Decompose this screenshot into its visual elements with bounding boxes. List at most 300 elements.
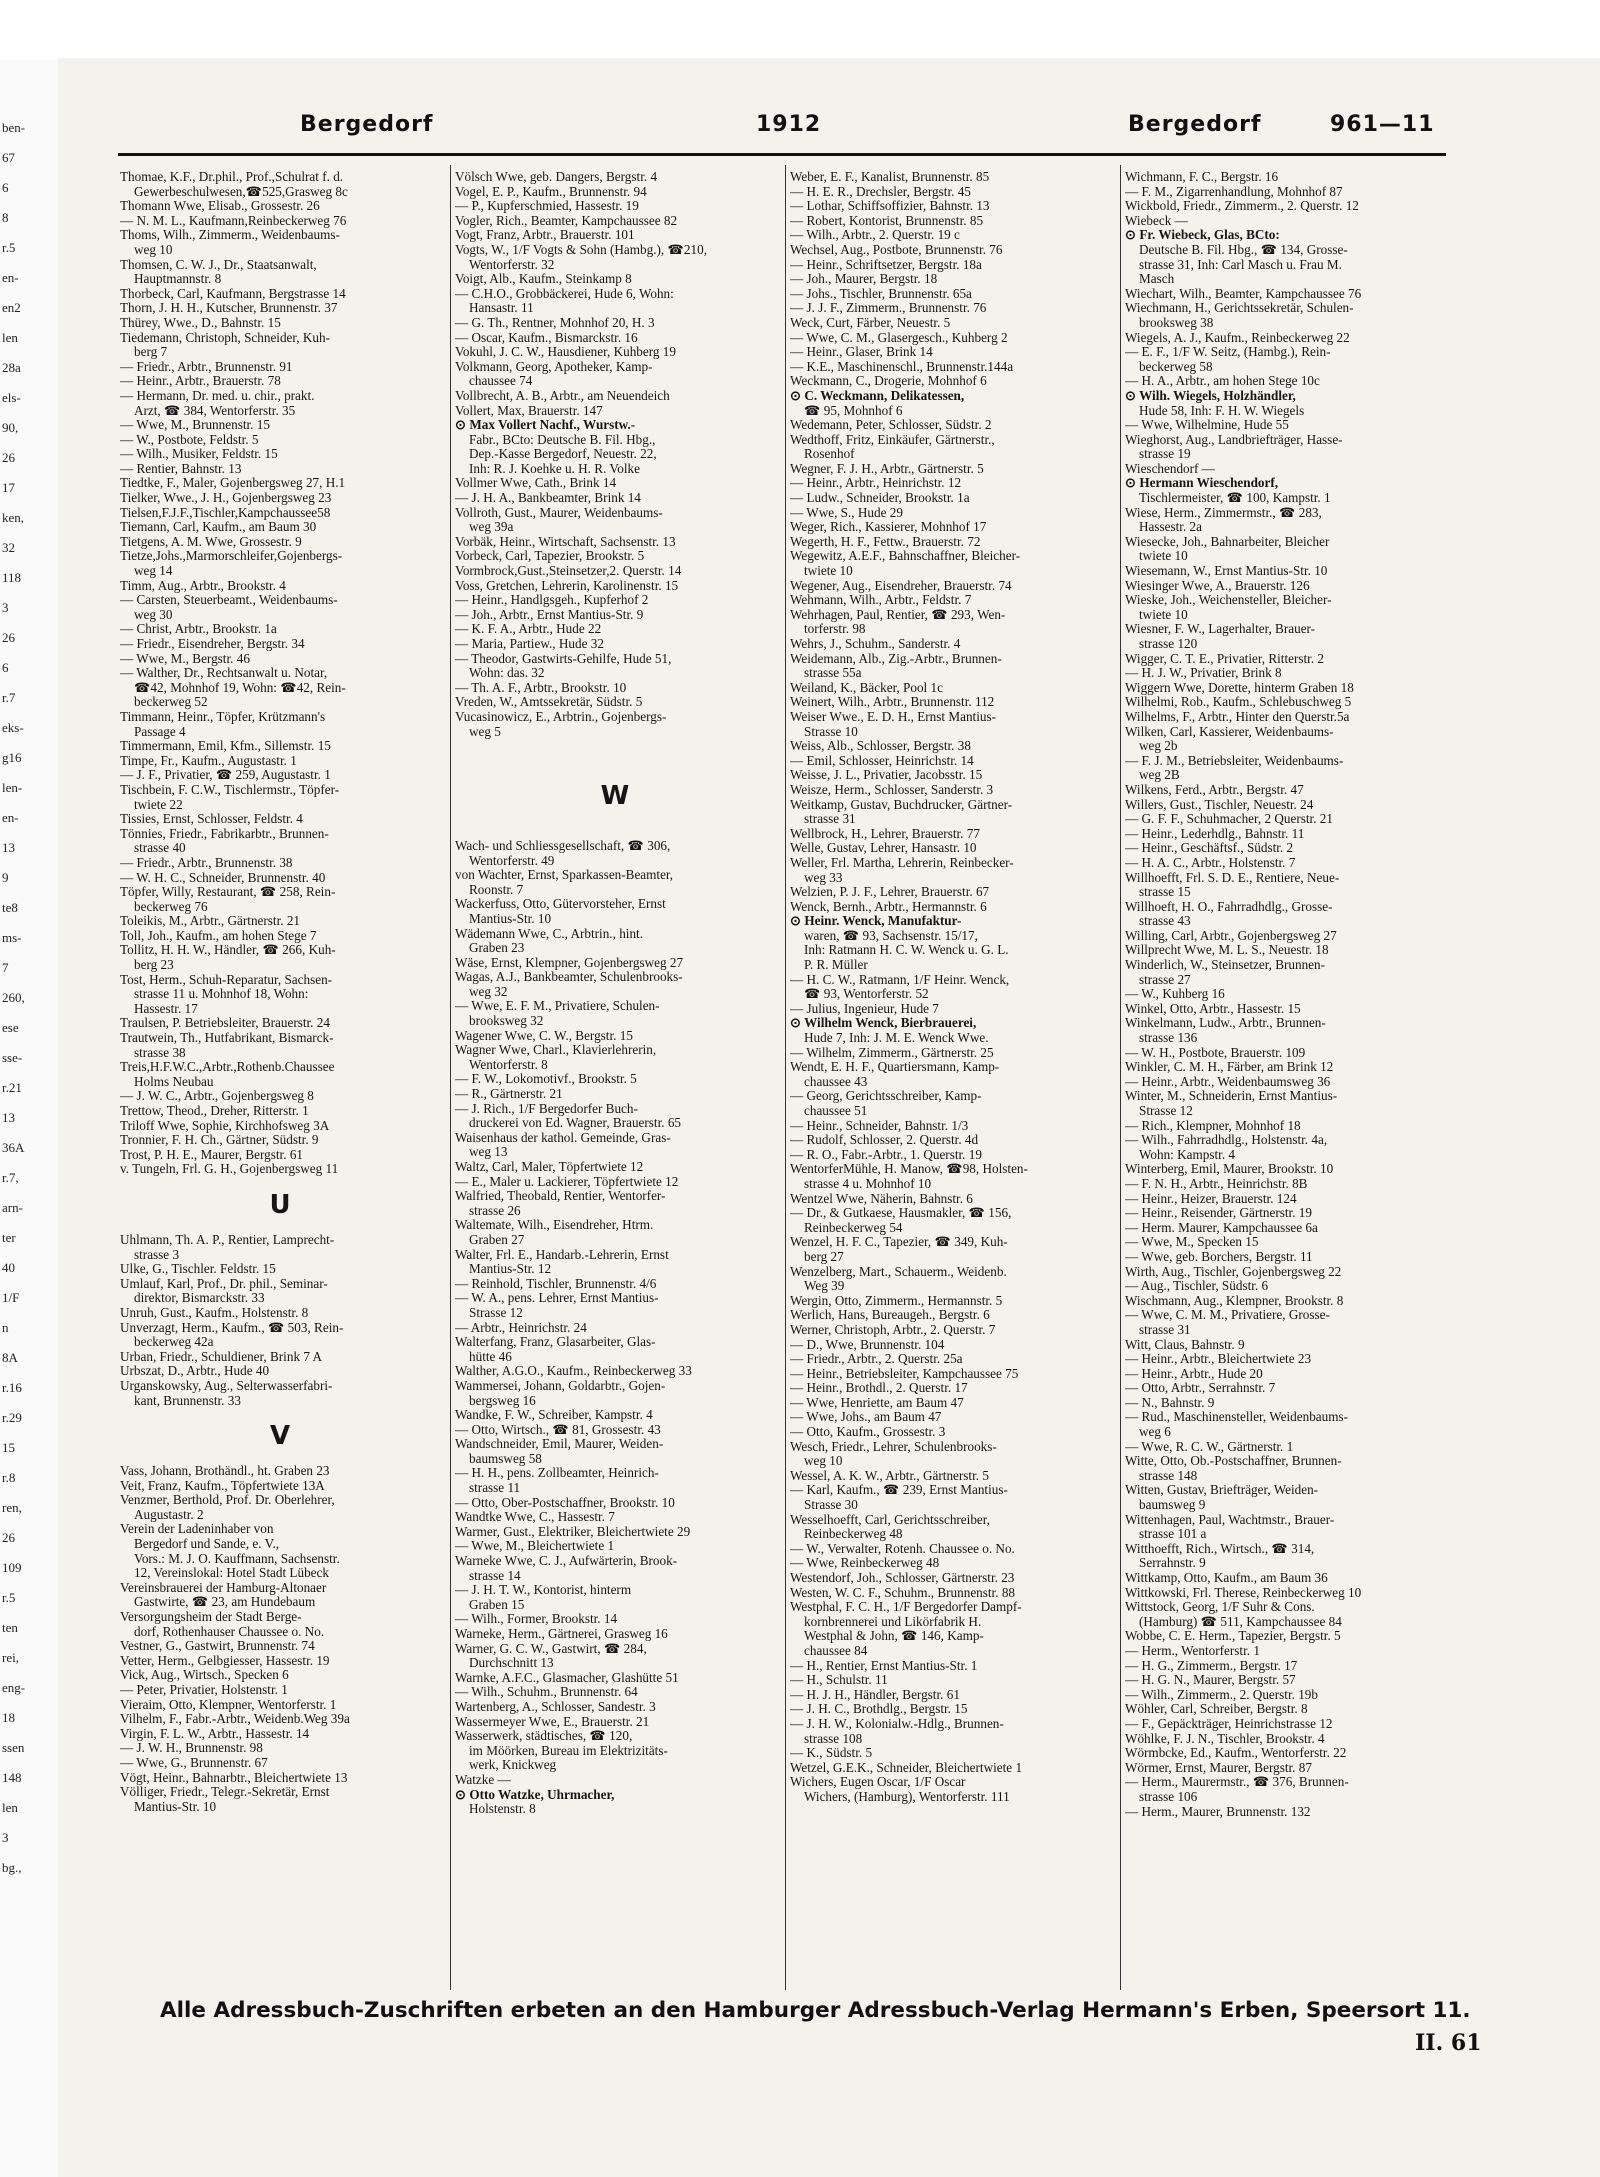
directory-entry: strasse 31, Inh: Carl Masch u. Frau M.: [1139, 257, 1342, 272]
margin-fragment: 118: [2, 570, 22, 585]
margin-fragment: eng-: [2, 1680, 26, 1695]
directory-entry: Wedthoff, Fritz, Einkäufer, Gärtnerstr.,: [790, 432, 995, 447]
directory-entry: — Wwe, Wilhelmine, Hude 55: [1125, 418, 1289, 433]
margin-fragment: 109: [2, 1560, 22, 1575]
directory-entry: Wörmer, Ernst, Maurer, Bergstr. 87: [1125, 1760, 1312, 1775]
directory-entry: — Otto, Arbtr., Serrahnstr. 7: [1125, 1381, 1276, 1396]
margin-fragment: 15: [2, 1440, 15, 1455]
directory-entry: Passage 4: [134, 724, 186, 739]
directory-entry: — Julius, Ingenieur, Hude 7: [790, 1001, 939, 1016]
directory-entry: — Wilh., Schuhm., Brunnenstr. 64: [455, 1685, 638, 1700]
header-left-title: Bergedorf: [300, 112, 434, 137]
directory-entry: — Christ, Arbtr., Brookstr. 1a: [120, 622, 277, 637]
directory-entry: Thomae, K.F., Dr.phil., Prof.,Schulrat f. d.: [120, 170, 344, 184]
directory-entry: — K., Südstr. 5: [790, 1746, 873, 1761]
directory-entry: Witten, Gustav, Briefträger, Weiden-: [1125, 1483, 1319, 1498]
directory-entry: — H. G. N., Maurer, Bergstr. 57: [1125, 1673, 1296, 1688]
directory-entry: werk, Knickweg: [469, 1758, 557, 1773]
directory-entry: — Friedr., Arbtr., Brunnenstr. 38: [120, 855, 293, 870]
directory-entry: — Heinr., Betriebsleiter, Kampchaussee 75: [790, 1366, 1019, 1381]
directory-entry: — Th. A. F., Arbtr., Brookstr. 10: [455, 680, 627, 695]
directory-entry: — W., Kuhberg 16: [1125, 987, 1225, 1002]
margin-fragment: bg.,: [2, 1860, 22, 1875]
directory-entry: Tönnies, Friedr., Fabrikarbtr., Brunnen-: [120, 826, 329, 841]
directory-entry: — Wwe, G., Brunnenstr. 67: [120, 1755, 268, 1770]
directory-entry: Wigger, C. T. E., Privatier, Ritterstr. 2: [1125, 651, 1325, 666]
margin-fragment: eks-: [2, 720, 24, 735]
directory-entry: Wentorferstr. 49: [469, 853, 555, 868]
margin-fragment: rei,: [2, 1650, 19, 1665]
directory-entry: Wischmann, Aug., Klempner, Brookstr. 8: [1125, 1293, 1344, 1308]
directory-entry: Bergedorf und Sande, e. V.,: [134, 1537, 280, 1552]
directory-entry: Uhlmann, Th. A. P., Rentier, Lamprecht-: [120, 1232, 335, 1247]
directory-entry: Vollert, Max, Brauerstr. 147: [455, 403, 603, 418]
directory-entry: Vogler, Rich., Beamter, Kampchaussee 82: [455, 213, 678, 228]
directory-entry: Toleikis, M., Arbtr., Gärtnerstr. 21: [120, 914, 301, 929]
directory-entry: berg 23: [134, 958, 174, 973]
directory-entry: WentorferMühle, H. Manow, ☎98, Holsten-: [790, 1162, 1028, 1177]
directory-entry: — F. M., Zigarrenhandlung, Mohnhof 87: [1125, 184, 1343, 199]
directory-entry: — Joh., Maurer, Bergstr. 18: [790, 272, 938, 287]
directory-entry: Warnke, A.F.C., Glasmacher, Glashütte 51: [455, 1670, 679, 1685]
directory-entry: Wartenberg, A., Schlosser, Sandestr. 3: [455, 1699, 656, 1714]
directory-entry: Trautwein, Th., Hutfabrikant, Bismarck-: [120, 1031, 334, 1046]
margin-fragment: 28a: [2, 360, 21, 375]
directory-entry: Wedemann, Peter, Schlosser, Südstr. 2: [790, 418, 992, 433]
directory-entry: Thürey, Wwe., D., Bahnstr. 15: [120, 315, 281, 330]
directory-entry: Vogts, W., 1/F Vogts & Sohn (Hambg.), ☎210,: [455, 242, 708, 257]
directory-entry: — Karl, Kaufm., ☎ 239, Ernst Mantius-: [790, 1483, 1008, 1498]
directory-entry: — Carsten, Steuerbeamt., Weidenbaums-: [120, 593, 338, 608]
header-page-number: 961—11: [1330, 112, 1435, 137]
directory-entry: Timmann, Heinr., Töpfer, Krützmann's: [120, 709, 326, 724]
margin-fragment: sse-: [2, 1050, 23, 1065]
directory-entry: Wessel, A. K. W., Arbtr., Gärtnerstr. 5: [790, 1468, 989, 1483]
directory-entry: weg 10: [804, 1454, 843, 1469]
directory-entry: Tollitz, H. H. W., Händler, ☎ 266, Kuh-: [120, 943, 336, 958]
directory-entry: Holms Neubau: [134, 1074, 214, 1089]
directory-entry: kant, Brunnenstr. 33: [134, 1393, 241, 1408]
spacer: [455, 754, 775, 769]
directory-entry: Inh: Ratmann H. C. W. Wenck u. G. L.: [804, 943, 1009, 958]
spacer: [455, 824, 775, 839]
margin-fragment: els-: [2, 390, 21, 405]
directory-entry: Weckmann, C., Drogerie, Mohnhof 6: [790, 374, 987, 389]
directory-entry: Timm, Aug., Arbtr., Brookstr. 4: [120, 578, 286, 593]
directory-entry: Thomann Wwe, Elisab., Grossestr. 26: [120, 199, 320, 214]
margin-fragment: r.16: [2, 1380, 22, 1395]
directory-entry: — Rentier, Bahnstr. 13: [120, 461, 242, 476]
directory-entry: chaussee 84: [804, 1643, 868, 1658]
directory-entry: Tost, Herm., Schuh-Reparatur, Sachsen-: [120, 972, 333, 987]
directory-entry: berg 27: [804, 1249, 844, 1264]
directory-entry: Volkmann, Georg, Apotheker, Kamp-: [455, 359, 653, 374]
directory-entry: Wendt, E. H. F., Quartiersmann, Kamp-: [790, 1060, 1000, 1075]
directory-entry: — C.H.O., Grobbäckerei, Hude 6, Wohn:: [455, 286, 674, 301]
margin-fragment: 26: [2, 1530, 15, 1545]
directory-entry: Walter, Frl. E., Handarb.-Lehrerin, Ernst: [455, 1247, 669, 1262]
margin-fragment: en-: [2, 270, 19, 285]
directory-entry: Willing, Carl, Arbtr., Gojenbergsweg 27: [1125, 928, 1337, 943]
directory-entry: — Wwe, M., Bleichertwiete 1: [455, 1539, 615, 1554]
margin-fragment: 67: [2, 150, 15, 165]
directory-entry: Wiesemann, W., Ernst Mantius-Str. 10: [1125, 564, 1328, 579]
directory-entry: Westphal, F. C. H., 1/F Bergedorfer Dampf-: [790, 1600, 1022, 1615]
directory-entry: Vollmer Wwe, Cath., Brink 14: [455, 476, 617, 491]
directory-entry: Hude 7, Inh: J. M. E. Wenck Wwe.: [804, 1031, 989, 1046]
directory-entry: — J. Rich., 1/F Bergedorfer Buch-: [455, 1101, 638, 1116]
directory-entry: Witt, Claus, Bahnstr. 9: [1125, 1337, 1245, 1352]
directory-entry: Wilkens, Ferd., Arbtr., Bergstr. 47: [1125, 782, 1304, 797]
directory-entry: Wieghorst, Aug., Landbriefträger, Hasse-: [1125, 432, 1343, 447]
directory-entry: Urganskowsky, Aug., Selterwasserfabri-: [120, 1378, 333, 1393]
directory-entry: — F. J. M., Betriebsleiter, Weidenbaums-: [1125, 753, 1344, 768]
directory-entry: Vorbäk, Heinr., Wirtschaft, Sachsenstr. 13: [455, 534, 676, 549]
directory-entry: kornbrennerei und Likörfabrik H.: [804, 1614, 982, 1629]
directory-entry: Werlich, Hans, Bureaugeh., Bergstr. 6: [790, 1308, 990, 1323]
directory-entry: Waisenhaus der kathol. Gemeinde, Gras-: [455, 1130, 671, 1145]
directory-entry: — Wwe, Reinbeckerweg 48: [790, 1556, 940, 1571]
directory-entry: — Wwe, C. M. M., Privatiere, Grosse-: [1125, 1308, 1330, 1323]
directory-entry: Wesselhoefft, Carl, Gerichtsschreiber,: [790, 1512, 990, 1527]
directory-entry: — E. F., 1/F W. Seitz, (Hambg.), Rein-: [1125, 345, 1331, 360]
directory-entry: Wichers, Eugen Oscar, 1/F Oscar: [790, 1775, 966, 1790]
margin-fragment: 26: [2, 450, 15, 465]
directory-entry: Wäse, Ernst, Klempner, Gojenbergsweg 27: [455, 955, 684, 970]
directory-entry: Wenck, Bernh., Arbtr., Hermannstr. 6: [790, 899, 987, 914]
directory-entry: beckerweg 42a: [134, 1335, 214, 1350]
directory-entry: weg 6: [1139, 1425, 1171, 1440]
directory-entry: twiete 10: [1139, 549, 1188, 564]
directory-entry: — Lothar, Schiffsoffizier, Bahnstr. 13: [790, 199, 990, 214]
directory-entry: Umlauf, Karl, Prof., Dr. phil., Seminar-: [120, 1276, 328, 1291]
directory-entry: Vereinsbrauerei der Hamburg-Altonaer: [120, 1580, 327, 1595]
directory-entry: Graben 15: [469, 1597, 525, 1612]
directory-entry: — Heinr., Reisender, Gärtnerstr. 19: [1125, 1206, 1312, 1221]
directory-entry: — Heinr., Brothdl., 2. Querstr. 17: [790, 1381, 968, 1396]
directory-entry: chaussee 43: [804, 1074, 868, 1089]
footer-notice: Alle Adressbuch-Zuschriften erbeten an den Hamburger Adressbuch-Verlag Hermann's Erben, Speersort 11.: [160, 1998, 1471, 2023]
directory-entry: dorf, Rothenhauser Chaussee o. No.: [134, 1624, 325, 1639]
margin-fragment: 9: [2, 870, 9, 885]
directory-entry: Witte, Otto, Ob.-Postschaffner, Brunnen-: [1125, 1454, 1342, 1469]
directory-entry: weg 30: [134, 607, 173, 622]
directory-entry: ⊙ Max Vollert Nachf., Wurstw.-: [455, 418, 636, 433]
directory-entry: Weiser Wwe., E. D. H., Ernst Mantius-: [790, 709, 996, 724]
directory-entry: Weck, Curt, Färber, Neuestr. 5: [790, 315, 951, 330]
directory-entry: Augustastr. 2: [134, 1507, 204, 1522]
directory-entry: — J. H. A., Bankbeamter, Brink 14: [455, 491, 641, 506]
directory-entry: Töpfer, Willy, Restaurant, ☎ 258, Rein-: [120, 885, 336, 900]
directory-column-1: [120, 170, 440, 1988]
directory-entry: Strasse 12: [469, 1305, 523, 1320]
directory-entry: weg 33: [804, 870, 843, 885]
column-divider: [450, 165, 451, 1990]
margin-fragment: ten: [2, 1620, 18, 1635]
directory-entry: Hude 58, Inh: F. H. W. Wiegels: [1139, 403, 1305, 418]
margin-fragment: r.8: [2, 1470, 16, 1485]
directory-entry: Vorbeck, Carl, Tapezier, Brookstr. 5: [455, 549, 645, 564]
directory-entry: — Walther, Dr., Rechtsanwalt u. Notar,: [120, 666, 328, 681]
directory-entry: Vucasinowicz, E., Arbtrin., Gojenbergs-: [455, 709, 667, 724]
directory-entry: Wieske, Joh., Weichensteller, Bleicher-: [1125, 593, 1332, 608]
directory-entry: — Robert, Kontorist, Brunnenstr. 85: [790, 213, 984, 228]
directory-entry: — Herm., Maurer, Brunnenstr. 132: [1125, 1804, 1311, 1819]
directory-entry: — Herm. Maurer, Kampchaussee 6a: [1125, 1220, 1318, 1235]
directory-entry: Wiesner, F. W., Lagerhalter, Brauer-: [1125, 622, 1316, 637]
directory-entry: ☎42, Mohnhof 19, Wohn: ☎42, Rein-: [134, 680, 346, 695]
directory-entry: weg 2B: [1139, 768, 1180, 783]
directory-entry: — Arbtr., Heinrichstr. 24: [455, 1320, 587, 1335]
directory-entry: — G. Th., Rentner, Mohnhof 20, H. 3: [455, 315, 655, 330]
directory-entry: Toll, Joh., Kaufm., am hohen Stege 7: [120, 928, 317, 943]
directory-entry: strasse 26: [469, 1203, 521, 1218]
directory-entry: Deutsche B. Fil. Hbg., ☎ 134, Grosse-: [1139, 242, 1348, 257]
directory-entry: Winkler, C. M. H., Färber, am Brink 12: [1125, 1060, 1334, 1075]
margin-fragment: 18: [2, 1710, 15, 1725]
directory-entry: Wilhelmi, Rob., Kaufm., Schlebuschweg 5: [1125, 695, 1352, 710]
directory-entry: — Dr., & Gutkaese, Hausmakler, ☎ 156,: [790, 1206, 1012, 1221]
directory-entry: Traulsen, P. Betriebsleiter, Brauerstr. 24: [120, 1016, 330, 1031]
directory-entry: Wasserwerk, städtisches, ☎ 120,: [455, 1729, 633, 1744]
directory-entry: Tietgens, A. M. Wwe, Grossestr. 9: [120, 534, 302, 549]
directory-entry: — Herm., Wentorferstr. 1: [1125, 1643, 1260, 1658]
directory-entry: — Emil, Schlosser, Heinrichstr. 14: [790, 753, 974, 768]
directory-entry: strasse 108: [804, 1731, 863, 1746]
directory-entry: Urban, Friedr., Schuldiener, Brink 7 A: [120, 1349, 323, 1364]
directory-entry: Strasse 12: [1139, 1104, 1193, 1118]
directory-entry: Wädemann Wwe, C., Arbtrin., hint.: [455, 926, 644, 941]
directory-entry: Unverzagt, Herm., Kaufm., ☎ 503, Rein-: [120, 1320, 344, 1335]
directory-entry: Winkelmann, Ludw., Arbtr., Brunnen-: [1125, 1016, 1326, 1031]
directory-entry: Wohn: Kampstr. 4: [1139, 1147, 1236, 1162]
directory-entry: Thorn, J. H. H., Kutscher, Brunnenstr. 37: [120, 301, 338, 316]
directory-entry: — Wilh., Musiker, Feldstr. 15: [120, 447, 278, 462]
directory-entry: strasse 31: [804, 812, 856, 827]
directory-entry: Warneke Wwe, C. J., Aufwärterin, Brook-: [455, 1554, 678, 1569]
directory-entry: Vass, Johann, Brothändl., ht. Graben 23: [120, 1464, 330, 1479]
directory-entry: — F. N. H., Arbtr., Heinrichstr. 8B: [1125, 1176, 1308, 1191]
directory-entry: — Wilh., Former, Brookstr. 14: [455, 1612, 618, 1627]
directory-entry: — Otto, Wirtsch., ☎ 81, Grossestr. 43: [455, 1422, 661, 1437]
directory-entry: Völsch Wwe, geb. Dangers, Bergstr. 4: [455, 170, 658, 184]
directory-entry: — Herm., Maurermstr., ☎ 376, Brunnen-: [1125, 1775, 1349, 1790]
directory-entry: — Wilh., Zimmerm., 2. Querstr. 19b: [1125, 1687, 1318, 1702]
directory-entry: (Hamburg) ☎ 511, Kampchaussee 84: [1139, 1614, 1342, 1629]
directory-entry: — Peter, Privatier, Holstenstr. 1: [120, 1683, 288, 1697]
directory-entry: Wehrs, J., Schuhm., Sanderstr. 4: [790, 637, 961, 651]
directory-entry: strasse 40: [134, 841, 186, 856]
directory-entry: P. R. Müller: [804, 958, 868, 973]
directory-entry: Voss, Gretchen, Lehrerin, Karolinenstr. 15: [455, 578, 679, 593]
directory-entry: strasse 148: [1139, 1468, 1198, 1483]
directory-entry: — Friedr., Eisendreher, Bergstr. 34: [120, 637, 305, 651]
directory-entry: ☎ 95, Mohnhof 6: [804, 403, 903, 418]
directory-entry: Warmer, Gust., Elektriker, Bleichertwiete 29: [455, 1524, 691, 1539]
directory-entry: beckerweg 52: [134, 695, 208, 710]
directory-entry: Wegewitz, A.E.F., Bahnschaffner, Bleicher-: [790, 549, 1021, 564]
directory-entry: — Oscar, Kaufm., Bismarckstr. 16: [455, 330, 638, 345]
margin-fragment: en2: [2, 300, 21, 315]
directory-entry: ⊙ Heinr. Wenck, Manufaktur-: [790, 914, 962, 929]
directory-entry: — H. J. W., Privatier, Brink 8: [1125, 666, 1282, 681]
directory-entry: Inh: R. J. Koehke u. H. R. Volke: [469, 461, 640, 476]
directory-entry: — Johs., Tischler, Brunnenstr. 65a: [790, 286, 972, 301]
directory-entry: — H. G., Zimmerm., Bergstr. 17: [1125, 1658, 1298, 1673]
directory-entry: — Wwe, M., Specken 15: [1125, 1235, 1259, 1250]
directory-column-4: [1125, 170, 1445, 1988]
directory-entry: — Rudolf, Schlosser, 2. Querstr. 4d: [790, 1133, 979, 1148]
directory-entry: ⊙ Wilhelm Wenck, Bierbrauerei,: [790, 1016, 977, 1031]
directory-entry: — H. C. W., Ratmann, 1/F Heinr. Wenck,: [790, 972, 1010, 987]
directory-entry: Wellbrock, H., Lehrer, Brauerstr. 77: [790, 826, 980, 841]
directory-entry: Weinert, Wilh., Arbtr., Brunnenstr. 112: [790, 695, 995, 710]
directory-entry: Mantius-Str. 10: [469, 911, 552, 926]
directory-entry: Wentzel Wwe, Näherin, Bahnstr. 6: [790, 1191, 973, 1206]
directory-entry: Wiese, Herm., Zimmermstr., ☎ 283,: [1125, 505, 1322, 520]
directory-entry: — J. W. H., Brunnenstr. 98: [120, 1741, 263, 1756]
directory-entry: Voigt, Alb., Kaufm., Steinkamp 8: [455, 272, 632, 287]
directory-entry: Vetter, Herm., Gelbgiesser, Hassestr. 19: [120, 1653, 330, 1668]
directory-entry: Wickbold, Friedr., Zimmerm., 2. Querstr. 12: [1125, 199, 1359, 214]
directory-entry: Gastwirte, ☎ 23, am Hundebaum: [134, 1595, 316, 1610]
directory-entry: Vogt, Franz, Arbtr., Brauerstr. 101: [455, 228, 635, 243]
directory-entry: Wenzelberg, Mart., Schauerm., Weidenb.: [790, 1264, 1007, 1279]
directory-entry: Wentorferstr. 8: [469, 1057, 548, 1072]
directory-entry: strasse 19: [1139, 447, 1191, 462]
directory-entry: Wentorferstr. 32: [469, 257, 555, 272]
directory-entry: — Georg, Gerichtsschreiber, Kamp-: [790, 1089, 982, 1104]
directory-entry: Willhoefft, Frl. S. D. E., Rentiere, Neue-: [1125, 870, 1340, 885]
directory-entry: Wandke, F. W., Schreiber, Kampstr. 4: [455, 1408, 653, 1423]
directory-entry: Vieraim, Otto, Klempner, Wentorferstr. 1: [120, 1697, 337, 1712]
directory-entry: ⊙ Otto Watzke, Uhrmacher,: [455, 1787, 615, 1802]
directory-entry: Wittstock, Georg, 1/F Suhr & Cons.: [1125, 1600, 1315, 1615]
directory-entry: — Wwe, S., Hude 29: [790, 505, 903, 520]
directory-entry: Tietze,Johs.,Marmorschleifer,Gojenbergs-: [120, 549, 343, 564]
margin-fragment: 13: [2, 840, 15, 855]
directory-entry: beckerweg 58: [1139, 359, 1213, 374]
directory-entry: Fabr., BCto: Deutsche B. Fil. Hbg.,: [469, 432, 656, 447]
directory-entry: Wiggern Wwe, Dorette, hinterm Graben 18: [1125, 680, 1354, 695]
directory-entry: Roonstr. 7: [469, 882, 524, 897]
directory-entry: Wagner Wwe, Charl., Klavierlehrerin,: [455, 1043, 657, 1058]
directory-entry: ⊙ Fr. Wiebeck, Glas, BCto:: [1125, 228, 1280, 243]
directory-entry: Hauptmannstr. 8: [134, 272, 222, 287]
directory-entry: strasse 31: [1139, 1322, 1191, 1337]
directory-entry: Westphal & John, ☎ 146, Kamp-: [804, 1629, 984, 1644]
header-right-title: Bergedorf: [1128, 112, 1262, 137]
directory-entry: Winterberg, Emil, Maurer, Brookstr. 10: [1125, 1162, 1334, 1177]
directory-entry: — H. E. R., Drechsler, Bergstr. 45: [790, 184, 971, 199]
margin-fragment: r.5: [2, 1590, 16, 1605]
directory-entry: — H. J. H., Händler, Bergstr. 61: [790, 1687, 960, 1702]
directory-entry: Trettow, Theod., Dreher, Ritterstr. 1: [120, 1104, 309, 1118]
directory-entry: Wittkamp, Otto, Kaufm., am Baum 36: [1125, 1571, 1328, 1585]
directory-entry: — Wwe, M., Bergstr. 46: [120, 651, 250, 666]
directory-entry: — Maria, Partiew., Hude 32: [455, 637, 604, 651]
directory-entry: — Heinr., Schneider, Bahnstr. 1/3: [790, 1118, 969, 1133]
directory-entry: — Reinhold, Tischler, Brunnenstr. 4/6: [455, 1276, 657, 1291]
directory-entry: Graben 23: [469, 941, 525, 956]
directory-entry: Thoms, Wilh., Zimmerm., Weidenbaums-: [120, 228, 340, 243]
directory-entry: Reinbeckerweg 54: [804, 1220, 903, 1235]
directory-entry: Wassermeyer Wwe, E., Brauerstr. 21: [455, 1714, 650, 1729]
directory-entry: Wegner, F. J. H., Arbtr., Gärtnerstr. 5: [790, 461, 984, 476]
directory-entry: — Friedr., Arbtr., 2. Querstr. 25a: [790, 1352, 963, 1367]
directory-entry: Weger, Rich., Kassierer, Mohnhof 17: [790, 520, 987, 535]
directory-entry: weg 5: [469, 724, 501, 739]
directory-entry: Wagas, A.J., Bankbeamter, Schulenbrooks-: [455, 970, 683, 985]
directory-entry: — J. F., Privatier, ☎ 259, Augustastr. 1: [120, 768, 331, 783]
margin-fragment: r.29: [2, 1410, 22, 1425]
directory-entry: Weisze, Herm., Schlosser, Sanderstr. 3: [790, 782, 994, 797]
directory-entry: Tronnier, F. H. Ch., Gärtner, Südstr. 9: [120, 1133, 319, 1148]
directory-entry: Wirth, Aug., Tischler, Gojenbergsweg 22: [1125, 1264, 1342, 1279]
directory-entry: Wagener Wwe, C. W., Bergstr. 15: [455, 1028, 633, 1043]
directory-entry: Vokuhl, J. C. W., Hausdiener, Kuhberg 19: [455, 345, 676, 360]
directory-entry: — H. H., pens. Zollbeamter, Heinrich-: [455, 1466, 659, 1481]
directory-entry: Weidemann, Alb., Zig.-Arbtr., Brunnen-: [790, 651, 1002, 666]
directory-entry: Triloff Wwe, Sophie, Kirchhofsweg 3A: [120, 1118, 330, 1133]
directory-entry: Wörmbcke, Ed., Kaufm., Wentorferstr. 22: [1125, 1746, 1347, 1761]
directory-entry: Vögt, Heinr., Bahnarbtr., Bleichertwiete 13: [120, 1770, 348, 1785]
directory-column-2: [455, 170, 775, 1988]
directory-entry: — Wwe, Johs., am Baum 47: [790, 1410, 942, 1425]
directory-entry: Warneke, Herm., Gärtnerei, Grasweg 16: [455, 1627, 668, 1641]
directory-entry: Tielker, Wwe., J. H., Gojenbergsweg 23: [120, 491, 332, 506]
directory-entry: waren, ☎ 93, Sachsenstr. 15/17,: [804, 928, 978, 943]
margin-fragment: 8A: [2, 1350, 18, 1365]
directory-entry: v. Tungeln, Frl. G. H., Gojenbergsweg 11: [120, 1162, 339, 1177]
directory-entry: Vestner, G., Gastwirt, Brunnenstr. 74: [120, 1639, 315, 1654]
directory-entry: Virgin, F. L. W., Arbtr., Hassestr. 14: [120, 1726, 310, 1741]
directory-entry: — Heinr., Heizer, Brauerstr. 124: [1125, 1191, 1297, 1206]
directory-entry: Ulke, G., Tischler. Feldstr. 15: [120, 1262, 276, 1277]
margin-fragment: len: [2, 1800, 18, 1815]
directory-entry: Vreden, W., Amtssekretär, Südstr. 5: [455, 695, 643, 710]
directory-entry: strasse 120: [1139, 637, 1198, 651]
directory-entry: Wittenhagen, Paul, Wachtmstr., Brauer-: [1125, 1512, 1335, 1527]
directory-entry: — Hermann, Dr. med. u. chir., prakt.: [120, 388, 315, 403]
directory-entry: strasse 27: [1139, 972, 1191, 987]
directory-entry: beckerweg 76: [134, 899, 208, 914]
directory-entry: — Heinr., Arbtr., Weidenbaumsweg 36: [1125, 1074, 1331, 1089]
directory-entry: Wittkowski, Frl. Therese, Reinbeckerweg 10: [1125, 1585, 1362, 1600]
directory-entry: Wandschneider, Emil, Maurer, Weiden-: [455, 1437, 664, 1452]
directory-entry: Waltemate, Wilh., Eisendreher, Htrm.: [455, 1218, 654, 1233]
directory-entry: ☎ 93, Wentorferstr. 52: [804, 987, 929, 1002]
directory-entry: Tischbein, F. C.W., Tischlermstr., Töpfer-: [120, 782, 340, 797]
directory-entry: Vormbrock,Gust.,Steinsetzer,2. Querstr. 14: [455, 564, 682, 579]
directory-entry: Rosenhof: [804, 447, 855, 462]
directory-entry: — F. W., Lokomotivf., Brookstr. 5: [455, 1072, 637, 1087]
directory-entry: Versorgungsheim der Stadt Berge-: [120, 1610, 302, 1625]
previous-page-edge: [0, 60, 60, 2177]
directory-entry: Mantius-Str. 12: [469, 1262, 552, 1277]
directory-entry: weg 13: [469, 1145, 508, 1160]
directory-entry: weg 2b: [1139, 739, 1178, 754]
directory-entry: Wilken, Carl, Kassierer, Weidenbaums-: [1125, 724, 1334, 739]
section-letter: U: [269, 1189, 291, 1220]
directory-entry: strasse 101 a: [1139, 1527, 1207, 1542]
directory-entry: — Wilhelm, Zimmerm., Gärtnerstr. 25: [790, 1045, 994, 1060]
directory-entry: Venzmer, Berthold, Prof. Dr. Oberlehrer,: [120, 1493, 335, 1508]
directory-entry: Völliger, Friedr., Telegr.-Sekretär, Ernst: [120, 1785, 330, 1800]
margin-fragment: ken,: [2, 510, 25, 525]
directory-entry: — W., Postbote, Feldstr. 5: [120, 432, 259, 447]
directory-entry: Tiemann, Carl, Kaufm., am Baum 30: [120, 520, 317, 535]
